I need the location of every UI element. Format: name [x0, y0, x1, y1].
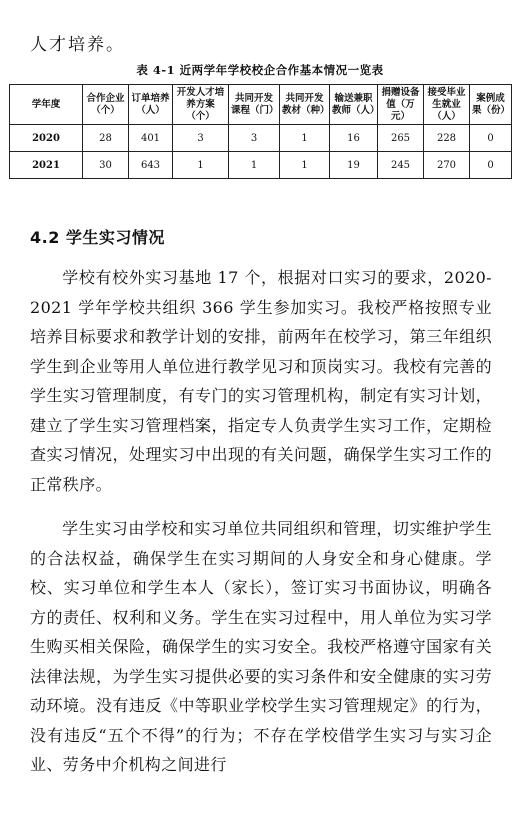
table-cell: 0 [470, 152, 512, 179]
table-cell: 401 [129, 125, 173, 152]
paragraph-text: 学校有校外实习基地 17 个，根据对口实习的要求，2020-2021 学年学校共组织 366 学生参加实习。我校严格按照专业培养目标要求和教学计划的安排，前两年在校学习，第三年组织学生到企业等用人单位进行教学见习和顶岗实习。我校有完善的学生实习管理制度，有专门的实习管理机构，制定有实习计划，建立了学生实习管理档案，指定专人负责学生实习工作，定期检查实习情况，处理实习中出现的有关问题，确保学生实习工作的正常秩序。 [30, 268, 492, 494]
paragraph-internship-management [30, 514, 492, 780]
paragraph-internship-bases [30, 263, 492, 499]
header-order-training: 订单培养（人） [129, 85, 173, 125]
cooperation-table [9, 84, 512, 179]
table-cell: 1 [173, 152, 229, 179]
header-year: 学年度 [10, 85, 83, 125]
table-cell: 19 [330, 152, 378, 179]
section-number: 4.2 [30, 228, 60, 247]
table-cell: 1 [280, 152, 330, 179]
header-joint-courses: 共同开发课程（门） [229, 85, 280, 125]
table-cell: 245 [378, 152, 424, 179]
header-case-results: 案例成果（份） [470, 85, 512, 125]
table-cell: 16 [330, 125, 378, 152]
table-header-row [10, 85, 512, 125]
paragraph-text: 学生实习由学校和实习单位共同组织和管理，切实维护学生的合法权益，确保学生在实习期间的人身安全和身心健康。学校、实习单位和学生本人（家长），签订实习书面协议，明确各方的责任、权利和义务。学生在实习过程中，用人单位为实习学生购买相关保险，确保学生的实习安全。我校严格遵守国家有关法律法规，为学生实习提供必要的实习条件和安全健康的实习劳动环境。没有违反《中等职业学校学生实习管理规定》的行为，没有违反“五个不得”的行为；不存在学校借学生实习与实习企业、劳务中介机构之间进行 [30, 519, 492, 774]
table-cell: 2021 [10, 152, 83, 179]
table-cell: 1 [280, 125, 330, 152]
table-cell: 270 [424, 152, 470, 179]
table-cell: 30 [83, 152, 129, 179]
header-donated-equipment: 捐赠设备值（万元） [378, 85, 424, 125]
table-cell: 2020 [10, 125, 83, 152]
table-cell: 28 [83, 125, 129, 152]
table-title: 表 4-1 近两学年学校校企合作基本情况一览表 [136, 63, 384, 77]
table-cell: 228 [424, 125, 470, 152]
table-cell: 1 [229, 152, 280, 179]
table-cell: 0 [470, 125, 512, 152]
header-graduates-employed: 接受毕业生就业（人） [424, 85, 470, 125]
table-cell: 3 [173, 125, 229, 152]
section-title: 学生实习情况 [65, 228, 165, 247]
section-heading [30, 225, 165, 248]
header-part-time-teachers: 输送兼职教师（人） [330, 85, 378, 125]
table-cell: 3 [229, 125, 280, 152]
header-partner-companies: 合作企业（个） [83, 85, 129, 125]
table-cell: 265 [378, 125, 424, 152]
table-row [10, 125, 512, 152]
table-row [10, 152, 512, 179]
lead-text: 人才培养。 [30, 35, 125, 55]
table-cell: 643 [129, 152, 173, 179]
header-training-plans: 开发人才培养方案（个） [173, 85, 229, 125]
header-joint-textbooks: 共同开发教材（种） [280, 85, 330, 125]
